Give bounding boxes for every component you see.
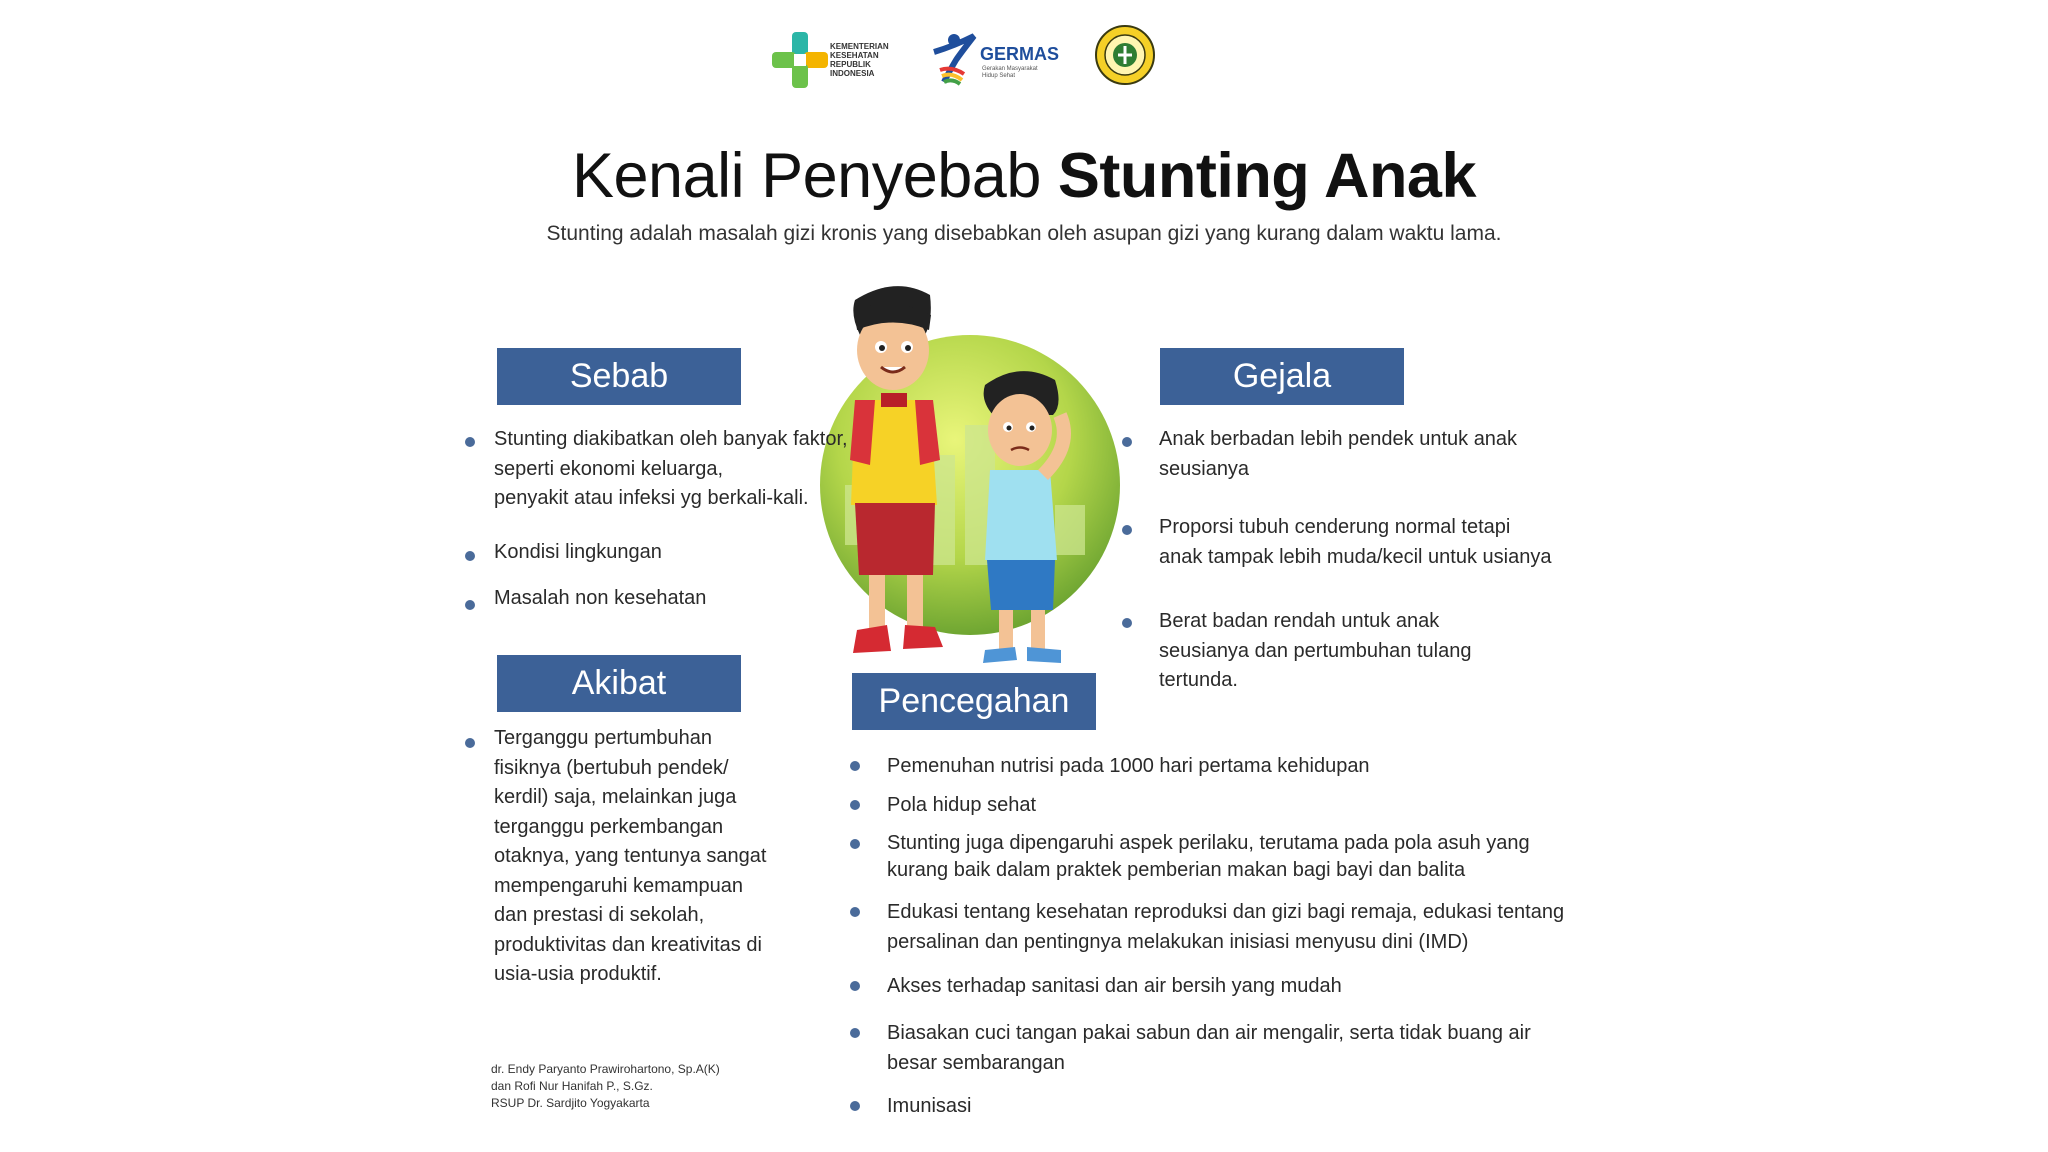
sebab-header: Sebab xyxy=(497,348,741,405)
akibat-line: mempengaruhi kemampuan xyxy=(494,874,744,897)
credit-line: RSUP Dr. Sardjito Yogyakarta xyxy=(491,1096,650,1110)
bullet-icon xyxy=(465,738,475,748)
pencegahan-line: persalinan dan pentingnya melakukan inisiasi menyusu dini (IMD) xyxy=(887,930,1469,953)
page-title xyxy=(0,140,2048,212)
bullet-icon xyxy=(1122,525,1132,535)
kemenkes-line: INDONESIA xyxy=(830,69,875,78)
pencegahan-line: Stunting juga dipengaruhi aspek perilaku, terutama pada pola asuh yang xyxy=(887,832,1530,854)
pencegahan-line: kurang baik dalam praktek pemberian makan bagi bayi dan balita xyxy=(887,859,1466,881)
akibat-line: otaknya, yang tentunya sangat xyxy=(494,845,767,867)
bullet-icon xyxy=(850,1101,860,1111)
pencegahan-item xyxy=(887,1019,1607,1078)
hospital-seal-icon xyxy=(1094,24,1156,86)
pencegahan-item: Pola hidup sehat xyxy=(887,794,1037,816)
title-normal: Kenali Penyebab xyxy=(571,141,1058,211)
bullet-icon xyxy=(1122,618,1132,628)
credit xyxy=(491,1061,791,1112)
gejala-item xyxy=(1159,513,1599,572)
pencegahan-item: Pemenuhan nutrisi pada 1000 hari pertama kehidupan xyxy=(887,755,1370,777)
gejala-header: Gejala xyxy=(1160,348,1404,405)
gejala-line: anak tampak lebih muda/kecil untuk usianya xyxy=(1159,545,1552,568)
akibat-line: terganggu perkembangan xyxy=(494,815,724,838)
akibat-line: usia-usia produktif. xyxy=(494,963,662,985)
akibat-line: fisiknya (bertubuh pendek/ xyxy=(494,756,729,779)
pencegahan-item: Imunisasi xyxy=(887,1095,972,1117)
germas-name: GERMAS xyxy=(980,44,1060,64)
pencegahan-item: Akses terhadap sanitasi dan air bersih yang mudah xyxy=(887,975,1342,997)
kemenkes-line: KEMENTERIAN xyxy=(830,42,889,51)
gejala-line: Berat badan rendah untuk anak xyxy=(1159,610,1440,632)
akibat-line: Terganggu pertumbuhan xyxy=(494,727,712,749)
akibat-line: dan prestasi di sekolah, xyxy=(494,904,705,926)
pencegahan-line: Biasakan cuci tangan pakai sabun dan air mengalir, serta tidak buang air xyxy=(887,1022,1531,1044)
credit-line: dan Rofi Nur Hanifah P., S.Gz. xyxy=(491,1079,653,1093)
kemenkes-logo xyxy=(770,30,895,90)
akibat-line: kerdil) saja, melainkan juga xyxy=(494,786,737,808)
germas-logo xyxy=(930,30,1060,86)
bullet-icon xyxy=(850,761,860,771)
title-bold: Stunting Anak xyxy=(1057,141,1477,211)
bullet-icon xyxy=(850,800,860,810)
bullet-icon xyxy=(850,1028,860,1038)
kemenkes-line: REPUBLIK xyxy=(830,60,871,69)
rsup-logo xyxy=(1094,24,1156,86)
gejala-line: seusianya xyxy=(1159,457,1250,480)
bullet-icon xyxy=(1122,437,1132,447)
bullet-icon xyxy=(850,839,860,849)
page-subtitle: Stunting adalah masalah gizi kronis yang disebabkan oleh asupan gizi yang kurang dalam waktu lama. xyxy=(546,222,1502,245)
germas-figure-icon xyxy=(930,30,980,86)
akibat-header: Akibat xyxy=(497,655,741,712)
gejala-item xyxy=(1159,607,1579,696)
sebab-line: penyakit atau infeksi yg berkali-kali. xyxy=(494,487,809,509)
sebab-item: Masalah non kesehatan xyxy=(494,587,707,609)
bullet-icon xyxy=(465,437,475,447)
sebab-item: Kondisi lingkungan xyxy=(494,541,662,563)
akibat-line: produktivitas dan kreativitas di xyxy=(494,933,762,956)
pencegahan-item xyxy=(887,898,1607,957)
children-illustration xyxy=(815,275,1125,675)
pencegahan-line: Edukasi tentang kesehatan reproduksi dan gizi bagi remaja, edukasi tentang xyxy=(887,901,1565,923)
gejala-line: Anak berbadan lebih pendek untuk anak xyxy=(1159,428,1518,450)
credit-line: dr. Endy Paryanto Prawirohartono, Sp.A(K) xyxy=(491,1062,720,1076)
sebab-line: seperti ekonomi keluarga, xyxy=(494,457,724,480)
bullet-icon xyxy=(465,600,475,610)
pencegahan-item xyxy=(887,830,1607,884)
gejala-line: tertunda. xyxy=(1159,669,1238,691)
gejala-line: seusianya dan pertumbuhan tulang xyxy=(1159,639,1472,662)
bullet-icon xyxy=(850,981,860,991)
pencegahan-header: Pencegahan xyxy=(852,673,1096,730)
akibat-item xyxy=(494,724,814,990)
kemenkes-emblem-icon xyxy=(770,30,830,90)
gejala-line: Proporsi tubuh cenderung normal tetapi xyxy=(1159,516,1511,538)
pencegahan-line: besar sembarangan xyxy=(887,1051,1065,1074)
sebab-line: Stunting diakibatkan oleh banyak faktor, xyxy=(494,428,848,450)
gejala-item xyxy=(1159,425,1579,484)
bullet-icon xyxy=(465,551,475,561)
bullet-icon xyxy=(850,907,860,917)
sebab-item xyxy=(494,425,854,514)
germas-tagline: Gerakan Masyarakat Hidup Sehat xyxy=(982,66,1038,79)
kemenkes-line: KESEHATAN xyxy=(830,51,879,60)
